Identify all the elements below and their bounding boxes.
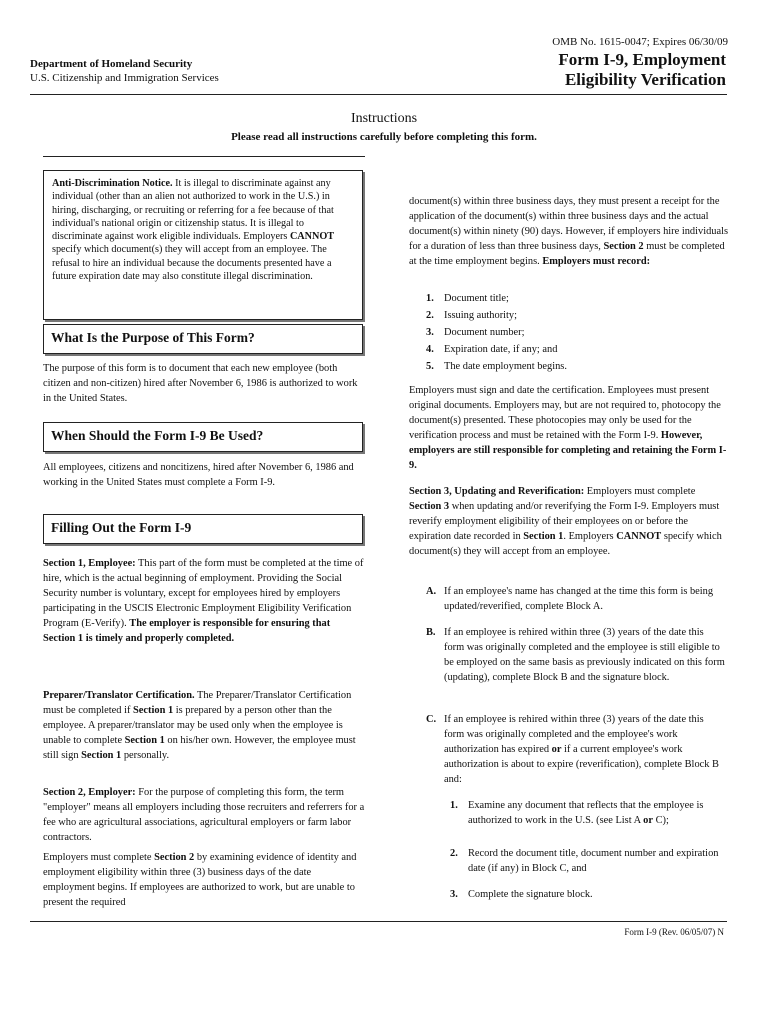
sign-paragraph: Employers must sign and date the certification. Employees must present original documents. Employers may, but are not required to, photocopy the document(s) presented. These photocopies may only be used for the verification process and must be retained with the Form I-9. However, employers are still responsible for completing and retaining the Form I-9. (409, 385, 727, 471)
block-a-item: A. If an employee's name has changed at the time this form is being updated/reverified, complete Block A. (426, 586, 714, 612)
instructions-title: Instructions (350, 111, 418, 126)
record-list (426, 290, 726, 375)
anti-discrimination-notice (43, 170, 363, 320)
section3-paragraph: Section 3, Updating and Reverification: Employers must complete Section 3 when updating and/or reverifying the Form I-9. Employers must reverify employment eligibility of their employees on or before the expiration date recorded in Section 1. Employers CANNOT specify which document(s) they will accept from an employee. (409, 486, 722, 557)
when-text: All employees, citizens and noncitizens, hired after November 6, 1986 and working in the United States must complete a Form I-9. (43, 462, 354, 488)
block-c-subitem-1: 1. Examine any document that reflects that the employee is authorized to work in the U.S. (see List A or C); (450, 800, 704, 826)
record-list-text: Document title; (444, 293, 509, 304)
notice-text: Anti-Discrimination Notice. It is illegal to discriminate against any individual (other than an alien not authorized to work in the U.S.) in hiring, discharging, or recruiting or referring for a fee because of that individual's national origin or citizenship status. It is illegal to discriminate against work eligible individuals. Employers CANNOT specify which document(s) they will accept from an employee. The refusal to hire an individual because the documents presented have a future expiration date may also constitute illegal discrimination. (52, 178, 335, 283)
section2-continued: Employers must complete Section 2 by examining evidence of identity and employment eligibility within three (3) business days of the date employment begins. If employees are authorized to work, but are unable to present the required (43, 852, 357, 908)
purpose-text: The purpose of this form is to document that each new employee (both citizen and non-citizen) hired after November 6, 1986 is authorized to work in the United States. (43, 363, 358, 404)
notice-label: Anti-Discrimination Notice. (52, 178, 173, 189)
block-c-subitem-3: 3. Complete the signature block. (450, 889, 593, 900)
agency-subname: U.S. Citizenship and Immigration Services (30, 72, 219, 84)
record-list-text: Expiration date, if any; and (444, 344, 558, 355)
form-title-line2: Eligibility Verification (564, 70, 726, 89)
record-list-text: Document number; (444, 327, 525, 338)
section2-continuation-right: document(s) within three business days, they must present a receipt for the application of the document(s) within three business days and the actual document(s) within ninety (90) days. However, if employers hire individuals for a duration of less than three business days, Section 2 must be completed at the time employment begins. Employers must record: (409, 196, 729, 267)
record-list-number: 4. (426, 344, 434, 355)
block-c-item: C. If an employee is rehired within three (3) years of the date this form was originally completed and the employee's work authorization has expired or if a current employee's work authorization is about to expire (reverification), complete Block B and: (426, 714, 719, 785)
record-list-number: 1. (426, 293, 434, 304)
purpose-heading: What Is the Purpose of This Form? (43, 324, 363, 354)
record-list-number: 5. (426, 361, 434, 372)
block-b-item: B. If an employee is rehired within three (3) years of the date this form was originally completed and the employee is still eligible to be employed on the same basis as previously indicated on this form (updating), complete Block B and the signature block. (426, 627, 725, 683)
preparer-paragraph: Preparer/Translator Certification. The Preparer/Translator Certification must be completed if Section 1 is prepared by a person other than the employee. A preparer/translator may be used only when the employee is unable to complete Section 1 on his/her own. However, the employee must still sign Section 1 personally. (43, 690, 356, 761)
header-divider (30, 94, 727, 95)
agency-name: Department of Homeland Security (30, 58, 193, 70)
left-column-divider (43, 156, 365, 157)
record-list-text: The date employment begins. (444, 361, 567, 372)
record-list-number: 3. (426, 327, 434, 338)
section1-paragraph: Section 1, Employee: This part of the form must be completed at the time of hire, which is the actual beginning of employment. Providing the Social Security number is voluntary, except for employees hired by employers participating in the USCIS Electronic Employment Eligibility Verification Program (E-Verify). The employer is responsible for ensuring that Section 1 is timely and properly completed. (43, 558, 364, 644)
form-revision: Form I-9 (Rev. 06/05/07) N (624, 927, 724, 937)
footer-divider (30, 921, 727, 922)
record-list-item (426, 290, 726, 307)
record-list-item (426, 324, 726, 341)
form-title-line1: Form I-9, Employment (558, 50, 726, 69)
record-list-item (426, 341, 726, 358)
record-list-text: Issuing authority; (444, 310, 518, 321)
record-list-item (426, 358, 726, 375)
block-c-subitem-2: 2. Record the document title, document number and expiration date (if any) in Block C, and (450, 848, 719, 874)
omb-number: OMB No. 1615-0047; Expires 06/30/09 (552, 36, 728, 48)
record-list-number: 2. (426, 310, 434, 321)
when-heading: When Should the Form I-9 Be Used? (43, 422, 363, 452)
record-list-item (426, 307, 726, 324)
instructions-subtitle: Please read all instructions carefully before completing this form. (231, 131, 537, 143)
filling-heading: Filling Out the Form I-9 (43, 514, 363, 544)
section2-paragraph: Section 2, Employer: For the purpose of completing this form, the term "employer" means all employers including those recruiters and referrers for a fee who are agricultural associations, agricultural employers or farm labor contractors. (43, 787, 365, 843)
